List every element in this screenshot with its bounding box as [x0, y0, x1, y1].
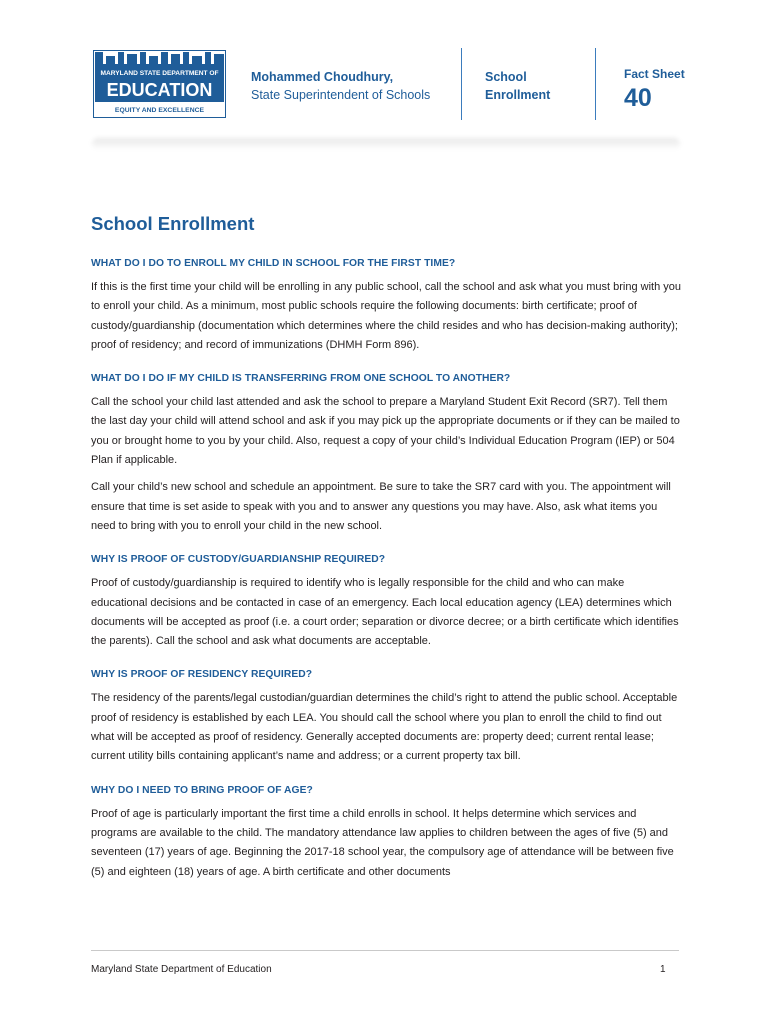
section-heading: WHAT DO I DO TO ENROLL MY CHILD IN SCHOOL FOR THE FIRST TIME? [91, 258, 456, 269]
section-paragraph: Call the school your child last attended and ask the school to prepare a Maryland Student Exit Record (SR7). Tell them the last day your child will attend school and ask if you may pick up the appropriate documents or if they can be mailed to you or brought home to you by your child. Also, request a copy of your child’s Individual Education Program (IEP) or 504 Plan if applicable. [91, 396, 680, 467]
svg-text:EQUITY AND EXCELLENCE: EQUITY AND EXCELLENCE [114, 107, 205, 114]
section-heading: WHY IS PROOF OF RESIDENCY REQUIRED? [91, 669, 313, 681]
svg-text:EDUCATION: EDUCATION [106, 80, 213, 100]
header-divider [461, 48, 462, 120]
section-paragraph: Proof of age is particularly important the first time a child enrolls in school. It helps determine which services and programs are available to the child. The mandatory attendance law applies to children between the ages of five (5) and seventeen (17) years of age. Beginning the 2017-18 school year, the compulsory age of attendance will be between five (5) and eighteen (18) years of age. A birth certificate and other documents [91, 807, 674, 878]
fact-sheet-label: Fact Sheet [624, 67, 685, 81]
section-paragraph: If this is the first time your child will be enrolling in any public school, call the school and ask what you must bring with you to enroll your child. As a minimum, most public schools require the following documents: birth certificate; proof of custody/guardianship (documentation which determines where the child resides and who has decision-making authority); proof of residency; and record of immunizations (DHMH Form 896). [91, 281, 682, 351]
header-divider [595, 48, 596, 120]
content [91, 258, 683, 900]
footer-organization: Maryland State Department of Education [91, 964, 272, 975]
section-proof-of-age [91, 785, 683, 882]
header-topic [485, 68, 550, 104]
footer-rule [91, 950, 679, 951]
topic-line-2: Enrollment [485, 88, 551, 102]
superintendent-block [251, 68, 430, 104]
section-paragraph: The residency of the parents/legal custodian/guardian determines the child’s right to attend the public school. Acceptable proof of residency is established by each LEA. You should call the school where you plan to enroll the child to find out what will be accepted as proof of residency. Generally accepted documents are: property deed; current rental lease; current utility bills containing applicant’s name and address; or a current property tax bill. [91, 692, 678, 763]
section-paragraph: Call your child’s new school and schedule an appointment. Be sure to take the SR7 card with you. The appointment will ensure that time is set aside to speak with you and to answer any questions you may have. Also, ask what items you need to bring with you to enroll your child in the new school. [91, 481, 671, 532]
section-enroll-first-time [91, 258, 683, 355]
section-transferring [91, 373, 683, 536]
section-custody [91, 554, 683, 651]
header-shadow [92, 138, 680, 150]
superintendent-role: State Superintendent of Schools [251, 88, 431, 102]
superintendent-name: Mohammed Choudhury, [251, 70, 394, 84]
section-paragraph: Proof of custody/guardianship is required to identify who is legally responsible for the child and who can make educational decisions and be contacted in case of an emergency. Each local education agency (LEA) determines which documents will be accepted as proof (i.e. a court order; separation or divorce decree; or a birth certificate which identifies the parents). Call the school and ask what documents are acceptable. [91, 577, 679, 648]
fact-sheet-number: 40 [624, 84, 652, 112]
section-heading: WHY DO I NEED TO BRING PROOF OF AGE? [91, 784, 313, 796]
section-residency [91, 669, 683, 766]
section-heading: WHAT DO I DO IF MY CHILD IS TRANSFERRING FROM ONE SCHOOL TO ANOTHER? [91, 373, 511, 385]
page-number: 1 [660, 964, 666, 975]
page-title: School Enrollment [91, 213, 255, 234]
section-heading: WHY IS PROOF OF CUSTODY/GUARDIANSHIP REQUIRED? [91, 554, 386, 566]
topic-line-1: School [485, 70, 527, 84]
msde-logo [93, 50, 226, 118]
svg-text:MARYLAND STATE DEPARTMENT OF: MARYLAND STATE DEPARTMENT OF [100, 70, 219, 77]
